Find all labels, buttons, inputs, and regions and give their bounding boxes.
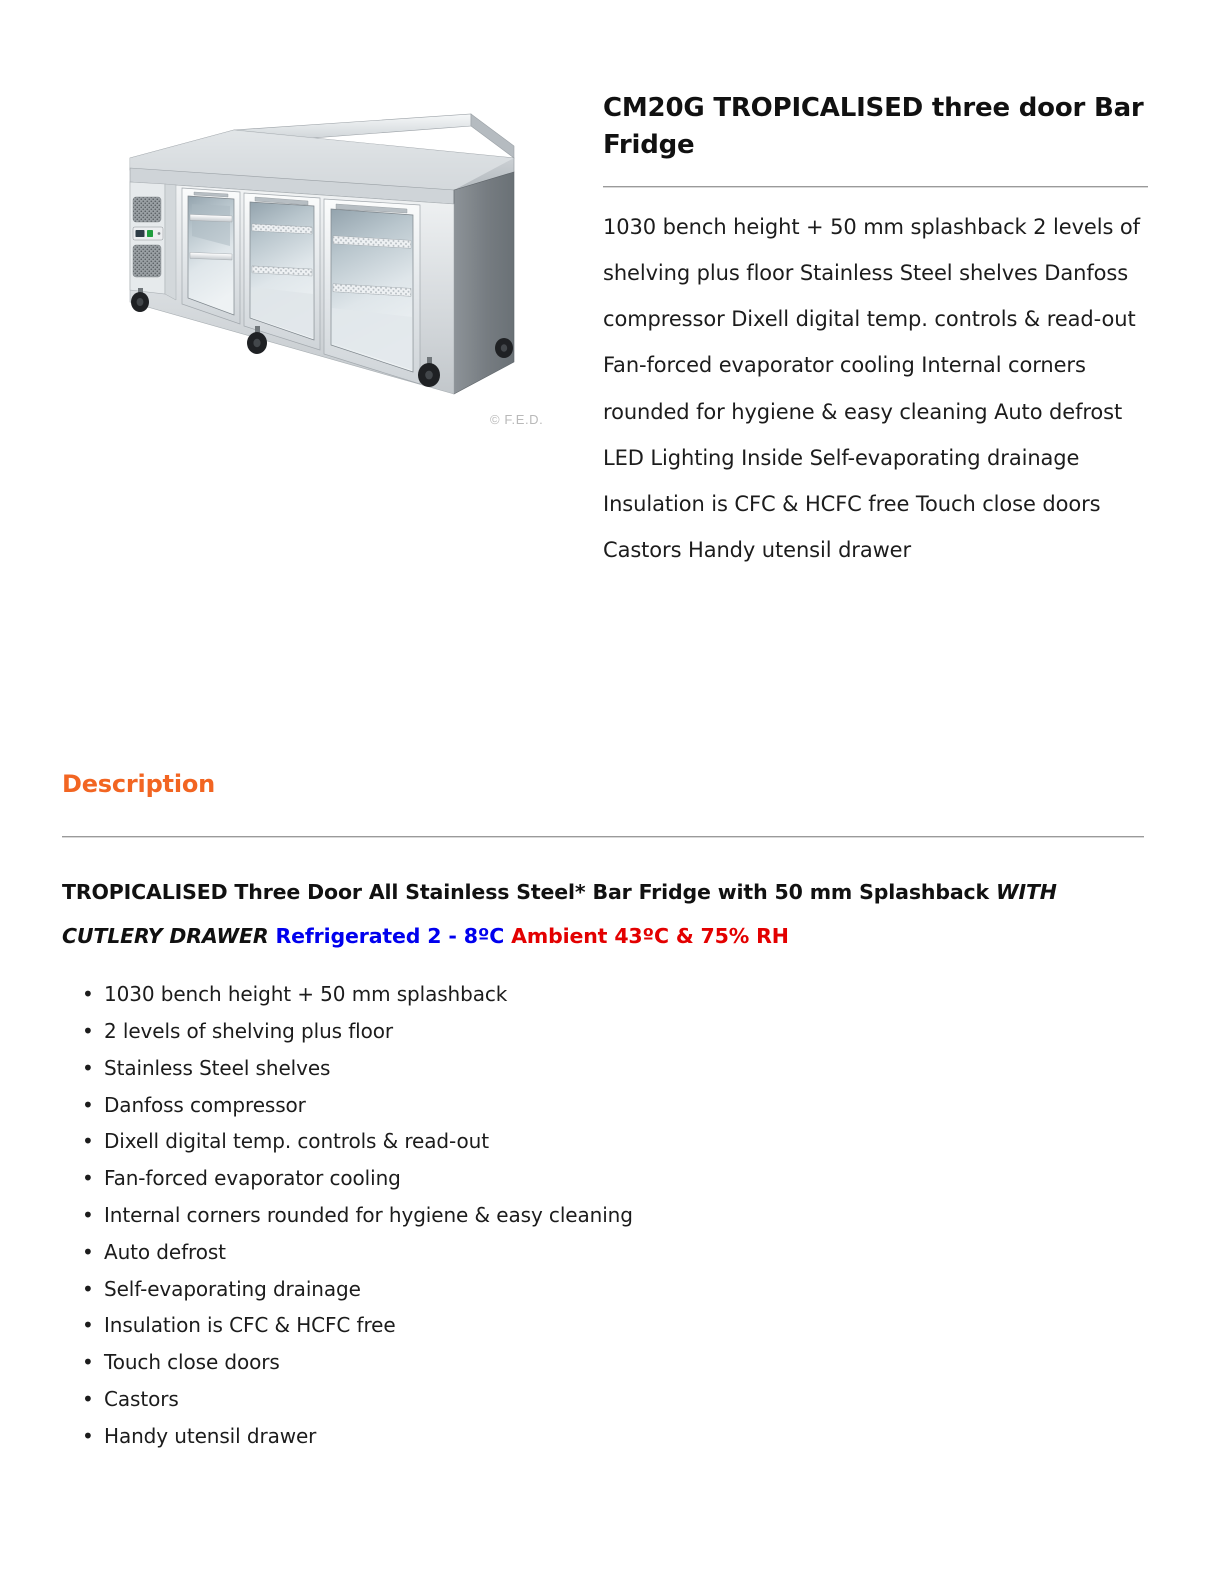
list-item: • Internal corners rounded for hygiene & easy cleaning — [104, 1197, 1144, 1234]
list-item: • Handy utensil drawer — [104, 1418, 1144, 1455]
image-watermark: © F.E.D. — [490, 412, 544, 427]
product-overview-section — [0, 0, 1224, 760]
page-title: CM20G TROPICALISED three door Bar Fridge — [603, 93, 1144, 160]
description-headline — [62, 870, 1144, 958]
list-item: • Dixell digital temp. controls & read-out — [104, 1123, 1144, 1160]
list-item: • Fan-forced evaporator cooling — [104, 1160, 1144, 1197]
list-item: • Insulation is CFC & HCFC free — [104, 1307, 1144, 1344]
list-item: • Danfoss compressor — [104, 1087, 1144, 1124]
description-section — [62, 770, 1144, 1454]
list-item: • Auto defrost — [104, 1234, 1144, 1271]
headline-part-refrigerated-temp: Refrigerated 2 - 8ºC — [268, 924, 505, 949]
list-item: • Self-evaporating drainage — [104, 1271, 1144, 1308]
title-divider — [603, 186, 1148, 188]
product-summary: 1030 bench height + 50 mm splashback 2 levels of shelving plus floor Stainless Steel shelves Danfoss compressor Dixell digital temp. controls & read-out Fan-forced evaporator cooling Internal corners rounded for hygiene & easy cleaning Auto defrost LED Lighting Inside Self-evaporating drainage Insulation is CFC & HCFC free Touch close doors Castors Handy utensil drawer — [603, 214, 1140, 563]
list-item: • Touch close doors — [104, 1344, 1144, 1381]
list-item: • Castors — [104, 1381, 1144, 1418]
castor-wheel — [495, 338, 513, 358]
list-item: • 2 levels of shelving plus floor — [104, 1013, 1144, 1050]
headline-part-ambient-conditions: Ambient 43ºC & 75% RH — [504, 924, 789, 949]
description-divider — [62, 836, 1144, 838]
bar-fridge-illustration — [102, 112, 572, 442]
feature-list — [62, 976, 1144, 1454]
description-heading: Description — [62, 770, 216, 798]
product-info-column — [603, 90, 1148, 573]
list-item: • Stainless Steel shelves — [104, 1050, 1144, 1087]
headline-part-cutlery-drawer: WITH CUTLERY DRAWER — [62, 880, 1057, 949]
list-item: • 1030 bench height + 50 mm splashback — [104, 976, 1144, 1013]
headline-part-primary: TROPICALISED Three Door All Stainless Steel* Bar Fridge with 50 mm Splashback — [62, 880, 997, 904]
product-image[interactable] — [102, 112, 602, 492]
